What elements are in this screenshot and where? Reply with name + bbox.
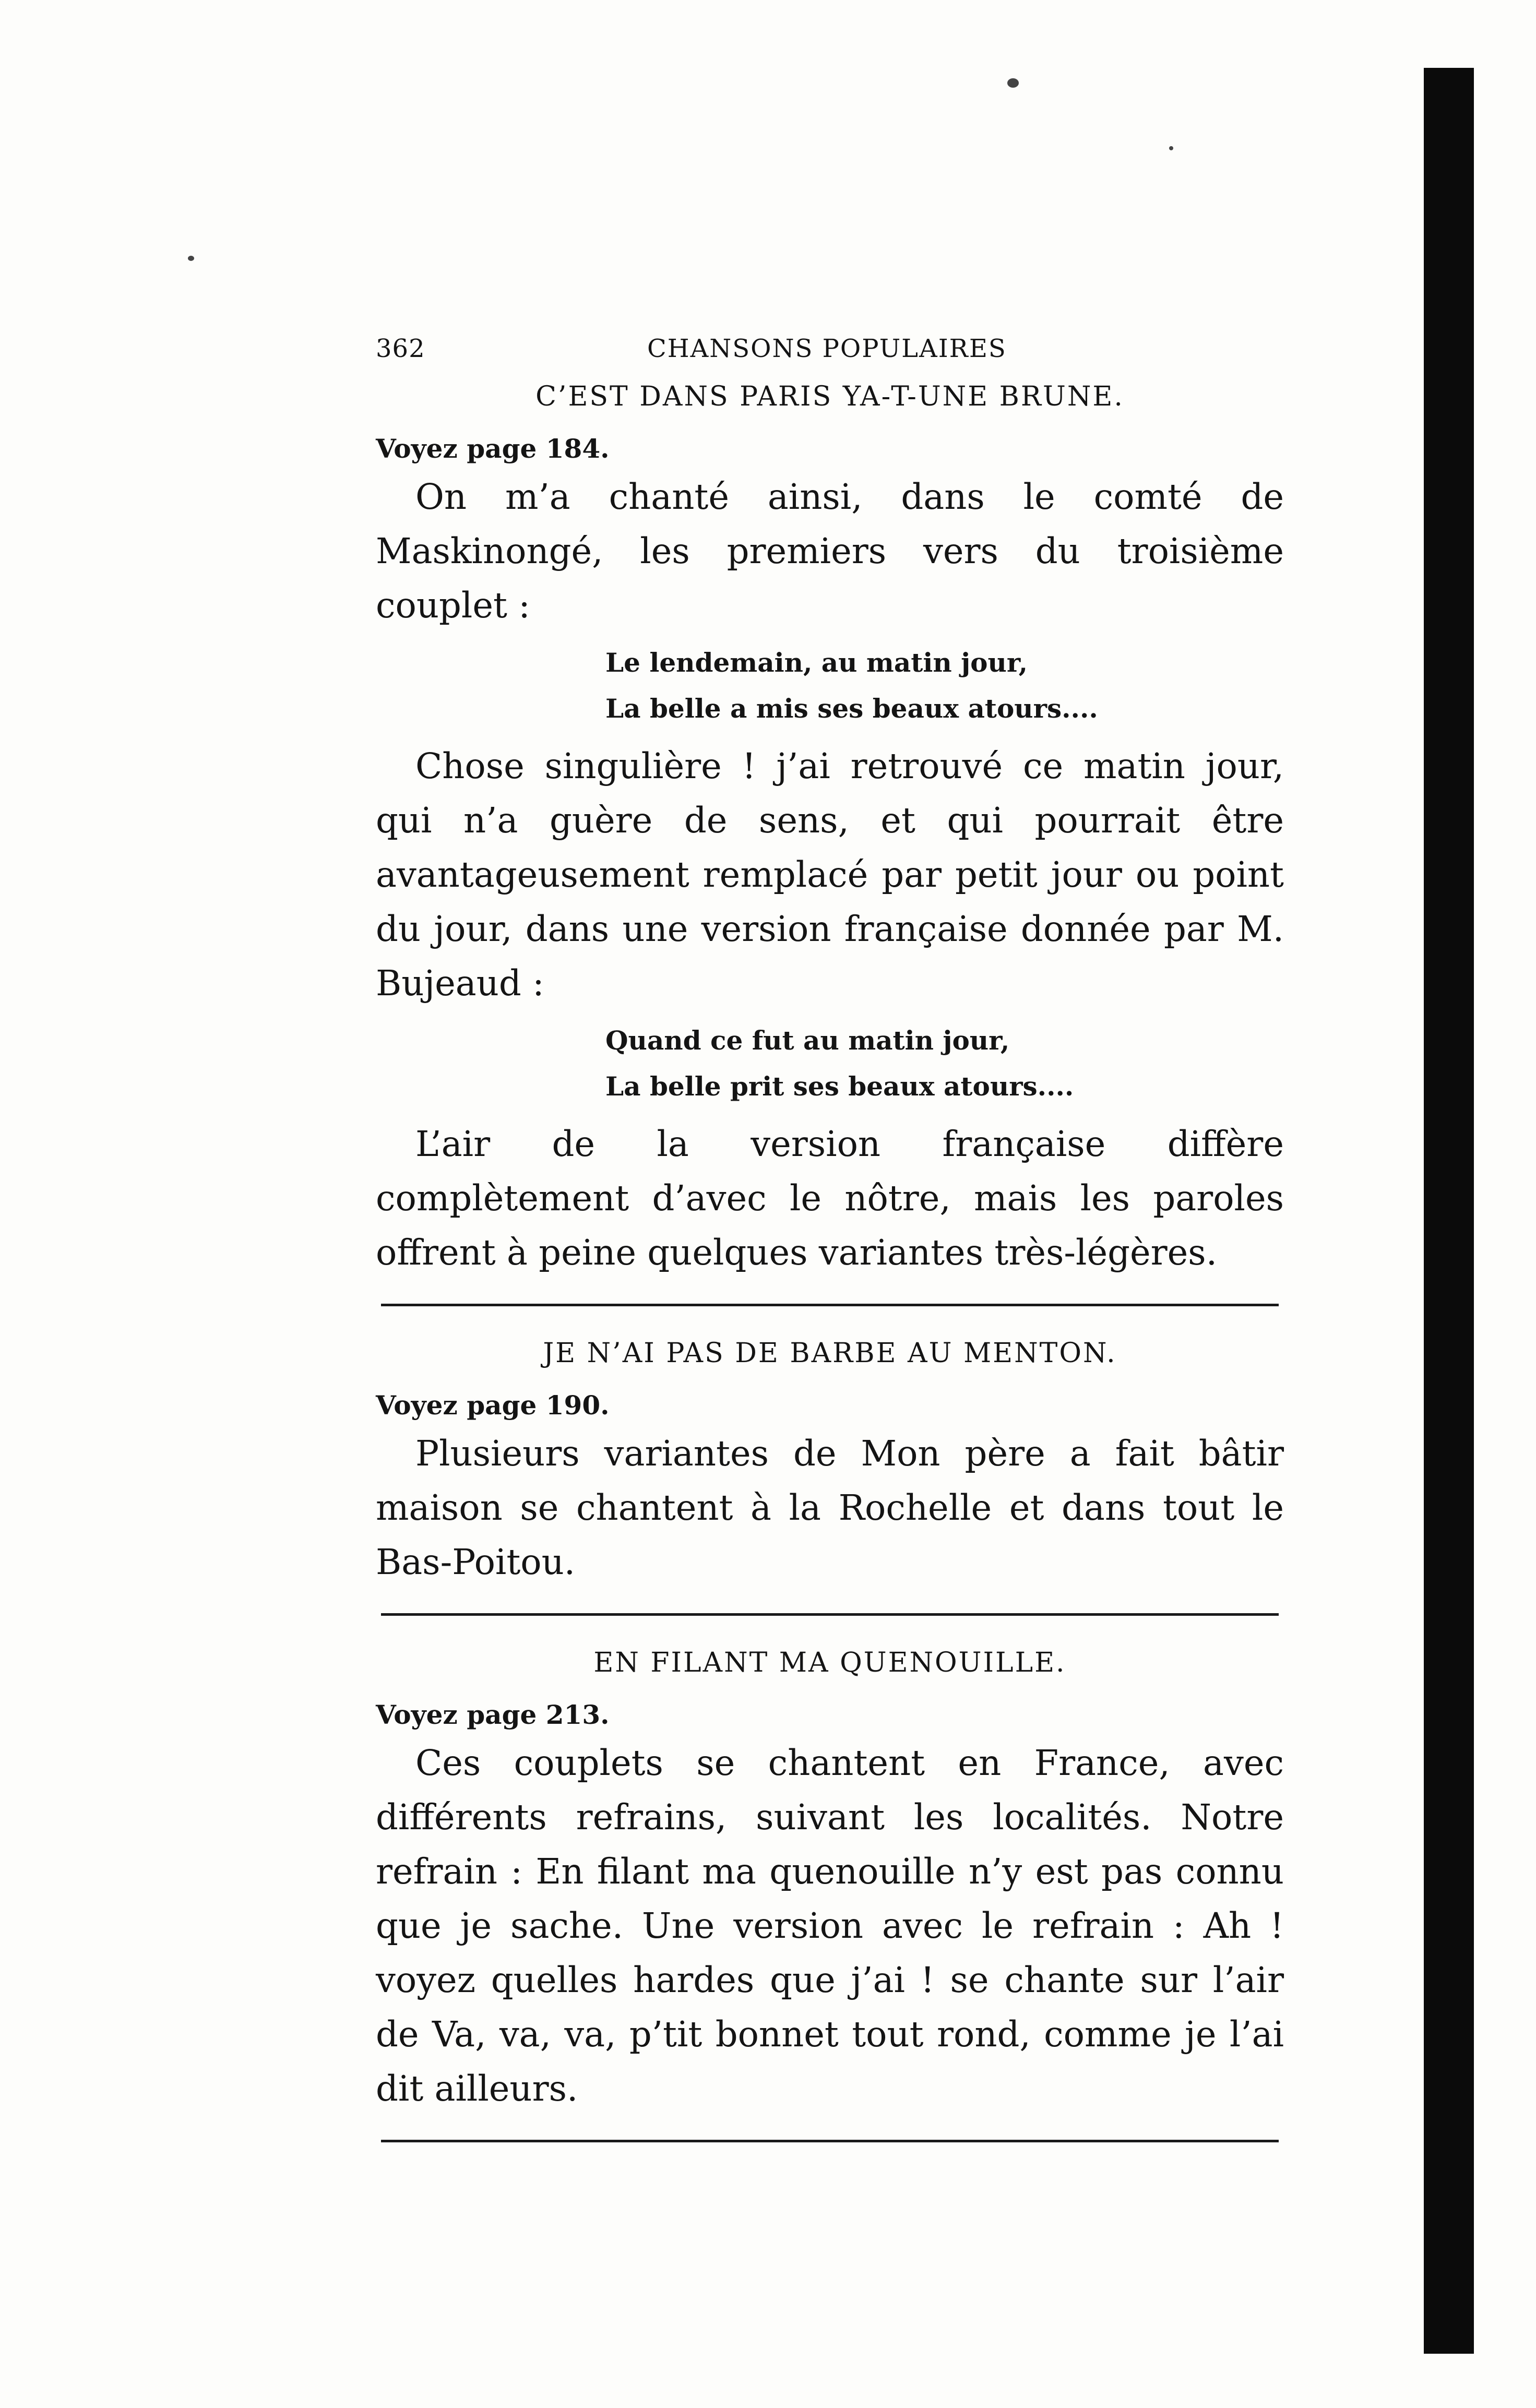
section-divider xyxy=(381,1613,1279,1616)
paragraph: L’air de la version française diffère complètement d’avec le nôtre, mais les paroles offrent à peine quelques variantes très-légères. xyxy=(376,1124,1284,1273)
section-cest-dans-paris xyxy=(376,376,1284,1280)
running-title: CHANSONS POPULAIRES xyxy=(647,334,1007,363)
scan-edge-bar xyxy=(1424,68,1474,2354)
paragraph: Plusieurs variantes de Mon père a fait bâtir maison se chantent à la Rochelle et dans tout le Bas-Poitou. xyxy=(376,1433,1284,1582)
verse-quote xyxy=(605,640,1284,732)
section-je-nai-pas-de-barbe xyxy=(376,1332,1284,1589)
scan-speck xyxy=(188,256,194,261)
page-content xyxy=(376,324,1284,2168)
section-divider xyxy=(381,2140,1279,2142)
page-reference: Voyez page 184. xyxy=(376,433,610,464)
section-title: JE N’AI PAS DE BARBE AU MENTON. xyxy=(543,1338,1117,1369)
section-en-filant-ma-quenouille xyxy=(376,1642,1284,2116)
page-number: 362 xyxy=(376,334,425,363)
running-head xyxy=(376,324,1284,376)
verse-quote xyxy=(605,1018,1284,1110)
page-reference: Voyez page 213. xyxy=(376,1699,610,1730)
paragraph: Ces couplets se chantent en France, avec différents refrains, suivant les localités. Notre refrain : En filant ma quenouille n’y est pas connu que je sache. Une version avec le refrain : Ah ! voyez quelles hardes que j’ai ! se chante sur l’air de Va, va, va, p’tit bonnet tout rond, comme je l’ai dit ailleurs. xyxy=(376,1743,1284,2109)
verse-line: Quand ce fut au matin jour, xyxy=(605,1025,1010,1056)
scan-speck xyxy=(1007,78,1019,88)
section-divider xyxy=(381,1304,1279,1306)
page-reference: Voyez page 190. xyxy=(376,1390,610,1421)
verse-line: La belle prit ses beaux atours.... xyxy=(605,1071,1074,1102)
section-title: EN FILANT MA QUENOUILLE. xyxy=(593,1647,1066,1678)
verse-line: La belle a mis ses beaux atours.... xyxy=(605,693,1098,724)
scan-speck xyxy=(1169,146,1173,150)
paragraph: On m’a chanté ainsi, dans le comté de Maskinongé, les premiers vers du troisième couplet : xyxy=(376,476,1284,626)
verse-line: Le lendemain, au matin jour, xyxy=(605,647,1028,678)
paragraph: Chose singulière ! j’ai retrouvé ce matin jour, qui n’a guère de sens, et qui pourrait être avantageusement remplacé par petit jour ou point du jour, dans une version française donnée par M. Bujeaud : xyxy=(376,746,1284,1004)
section-title: C’EST DANS PARIS YA-T-UNE BRUNE. xyxy=(535,381,1124,412)
